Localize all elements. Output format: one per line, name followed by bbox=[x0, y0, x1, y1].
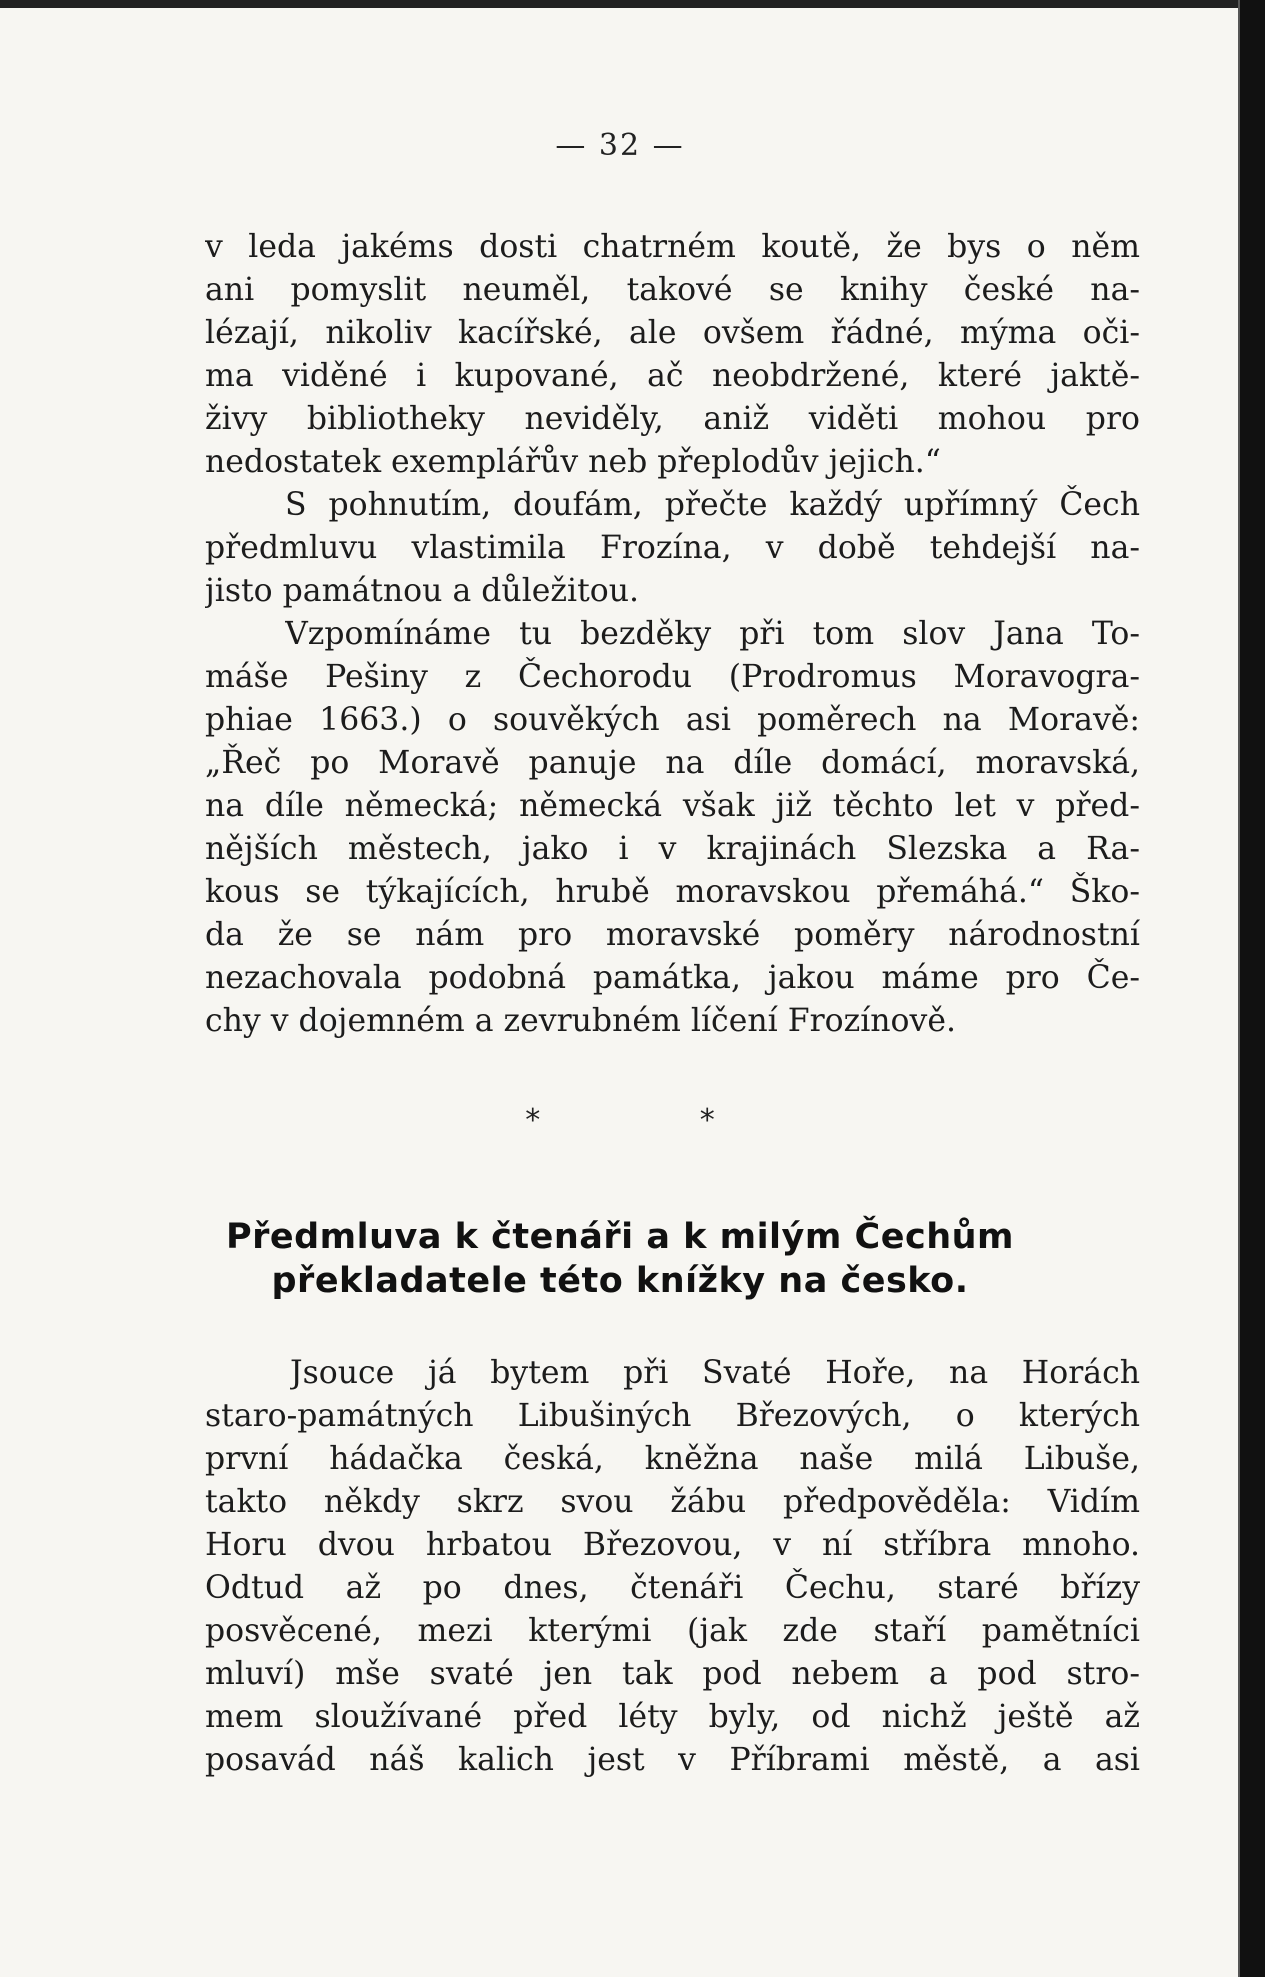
text-line: da že se nám pro moravské poměry národnostní bbox=[205, 917, 1140, 953]
text-line: jisto památnou a důležitou. bbox=[205, 573, 640, 609]
text-line: mluví) mše svaté jen tak pod nebem a pod stro- bbox=[205, 1656, 1140, 1692]
section-separator: * * bbox=[525, 1103, 715, 1138]
text-line: živy bibliotheky neviděly, aniž viděti mohou pro bbox=[205, 401, 1140, 437]
text-line: ma viděné i kupované, ač neobdržené, které jaktě- bbox=[205, 358, 1140, 394]
text-line: v leda jakéms dosti chatrném koutě, že bys o něm bbox=[205, 229, 1140, 265]
text-line: Odtud až po dnes, čtenáři Čechu, staré břízy bbox=[205, 1570, 1140, 1606]
text-line: na díle německá; německá však již těchto let v před- bbox=[205, 788, 1140, 824]
text-line: staro-památných Libušiných Březových, o kterých bbox=[205, 1398, 1140, 1434]
text-line: první hádačka česká, kněžna naše milá Libuše, bbox=[205, 1441, 1140, 1477]
text-line: nějších městech, jako i v krajinách Slezska a Ra- bbox=[205, 831, 1140, 867]
text-line: nedostatek exemplářův neb přeplodův jejich.“ bbox=[205, 444, 941, 480]
text-line: Vzpomínáme tu bezděky při tom slov Jana To- bbox=[285, 616, 1140, 652]
page-number: — 32 — bbox=[555, 128, 685, 163]
text-line: mem sloužívané před léty byly, od nichž ještě až bbox=[205, 1699, 1140, 1735]
scan-right-border bbox=[1240, 0, 1265, 1977]
text-line: lézají, nikoliv kacířské, ale ovšem řádné, mýma oči- bbox=[205, 315, 1140, 351]
text-line: předmluvu vlastimila Frozína, v době tehdejší na- bbox=[205, 530, 1140, 566]
text-line: Jsouce já bytem při Svaté Hoře, na Horách bbox=[290, 1355, 1140, 1391]
text-line: phiae 1663.) o souvěkých asi poměrech na Moravě: bbox=[205, 702, 1140, 738]
text-line: posavád náš kalich jest v Příbrami městě, a asi bbox=[205, 1742, 1140, 1778]
chapter-heading-line2: překladatele této knížky na česko. bbox=[271, 1261, 969, 1301]
text-line: kous se týkajících, hrubě moravskou přemáhá.“ Ško- bbox=[205, 874, 1140, 910]
text-line: Horu dvou hrbatou Březovou, v ní stříbra mnoho. bbox=[205, 1527, 1140, 1563]
book-page bbox=[0, 8, 1240, 1977]
chapter-heading-line1: Předmluva k čtenáři a k milým Čechům bbox=[225, 1217, 1015, 1257]
text-line: S pohnutím, doufám, přečte každý upřímný Čech bbox=[285, 487, 1140, 523]
page-edge bbox=[1238, 0, 1240, 1977]
text-line: posvěcené, mezi kterými (jak zde staří pamětníci bbox=[205, 1613, 1140, 1649]
text-line: nezachovala podobná památka, jakou máme pro Če- bbox=[205, 960, 1140, 996]
text-line: „Řeč po Moravě panuje na díle domácí, moravská, bbox=[205, 745, 1140, 781]
text-line: takto někdy skrz svou žábu předpověděla: Vidím bbox=[205, 1484, 1140, 1520]
text-line: máše Pešiny z Čechorodu (Prodromus Moravogra- bbox=[205, 659, 1140, 695]
scan-top-border bbox=[0, 0, 1265, 8]
text-line: chy v dojemném a zevrubném líčení Frozínově. bbox=[205, 1003, 956, 1039]
text-line: ani pomyslit neuměl, takové se knihy české na- bbox=[205, 272, 1140, 308]
